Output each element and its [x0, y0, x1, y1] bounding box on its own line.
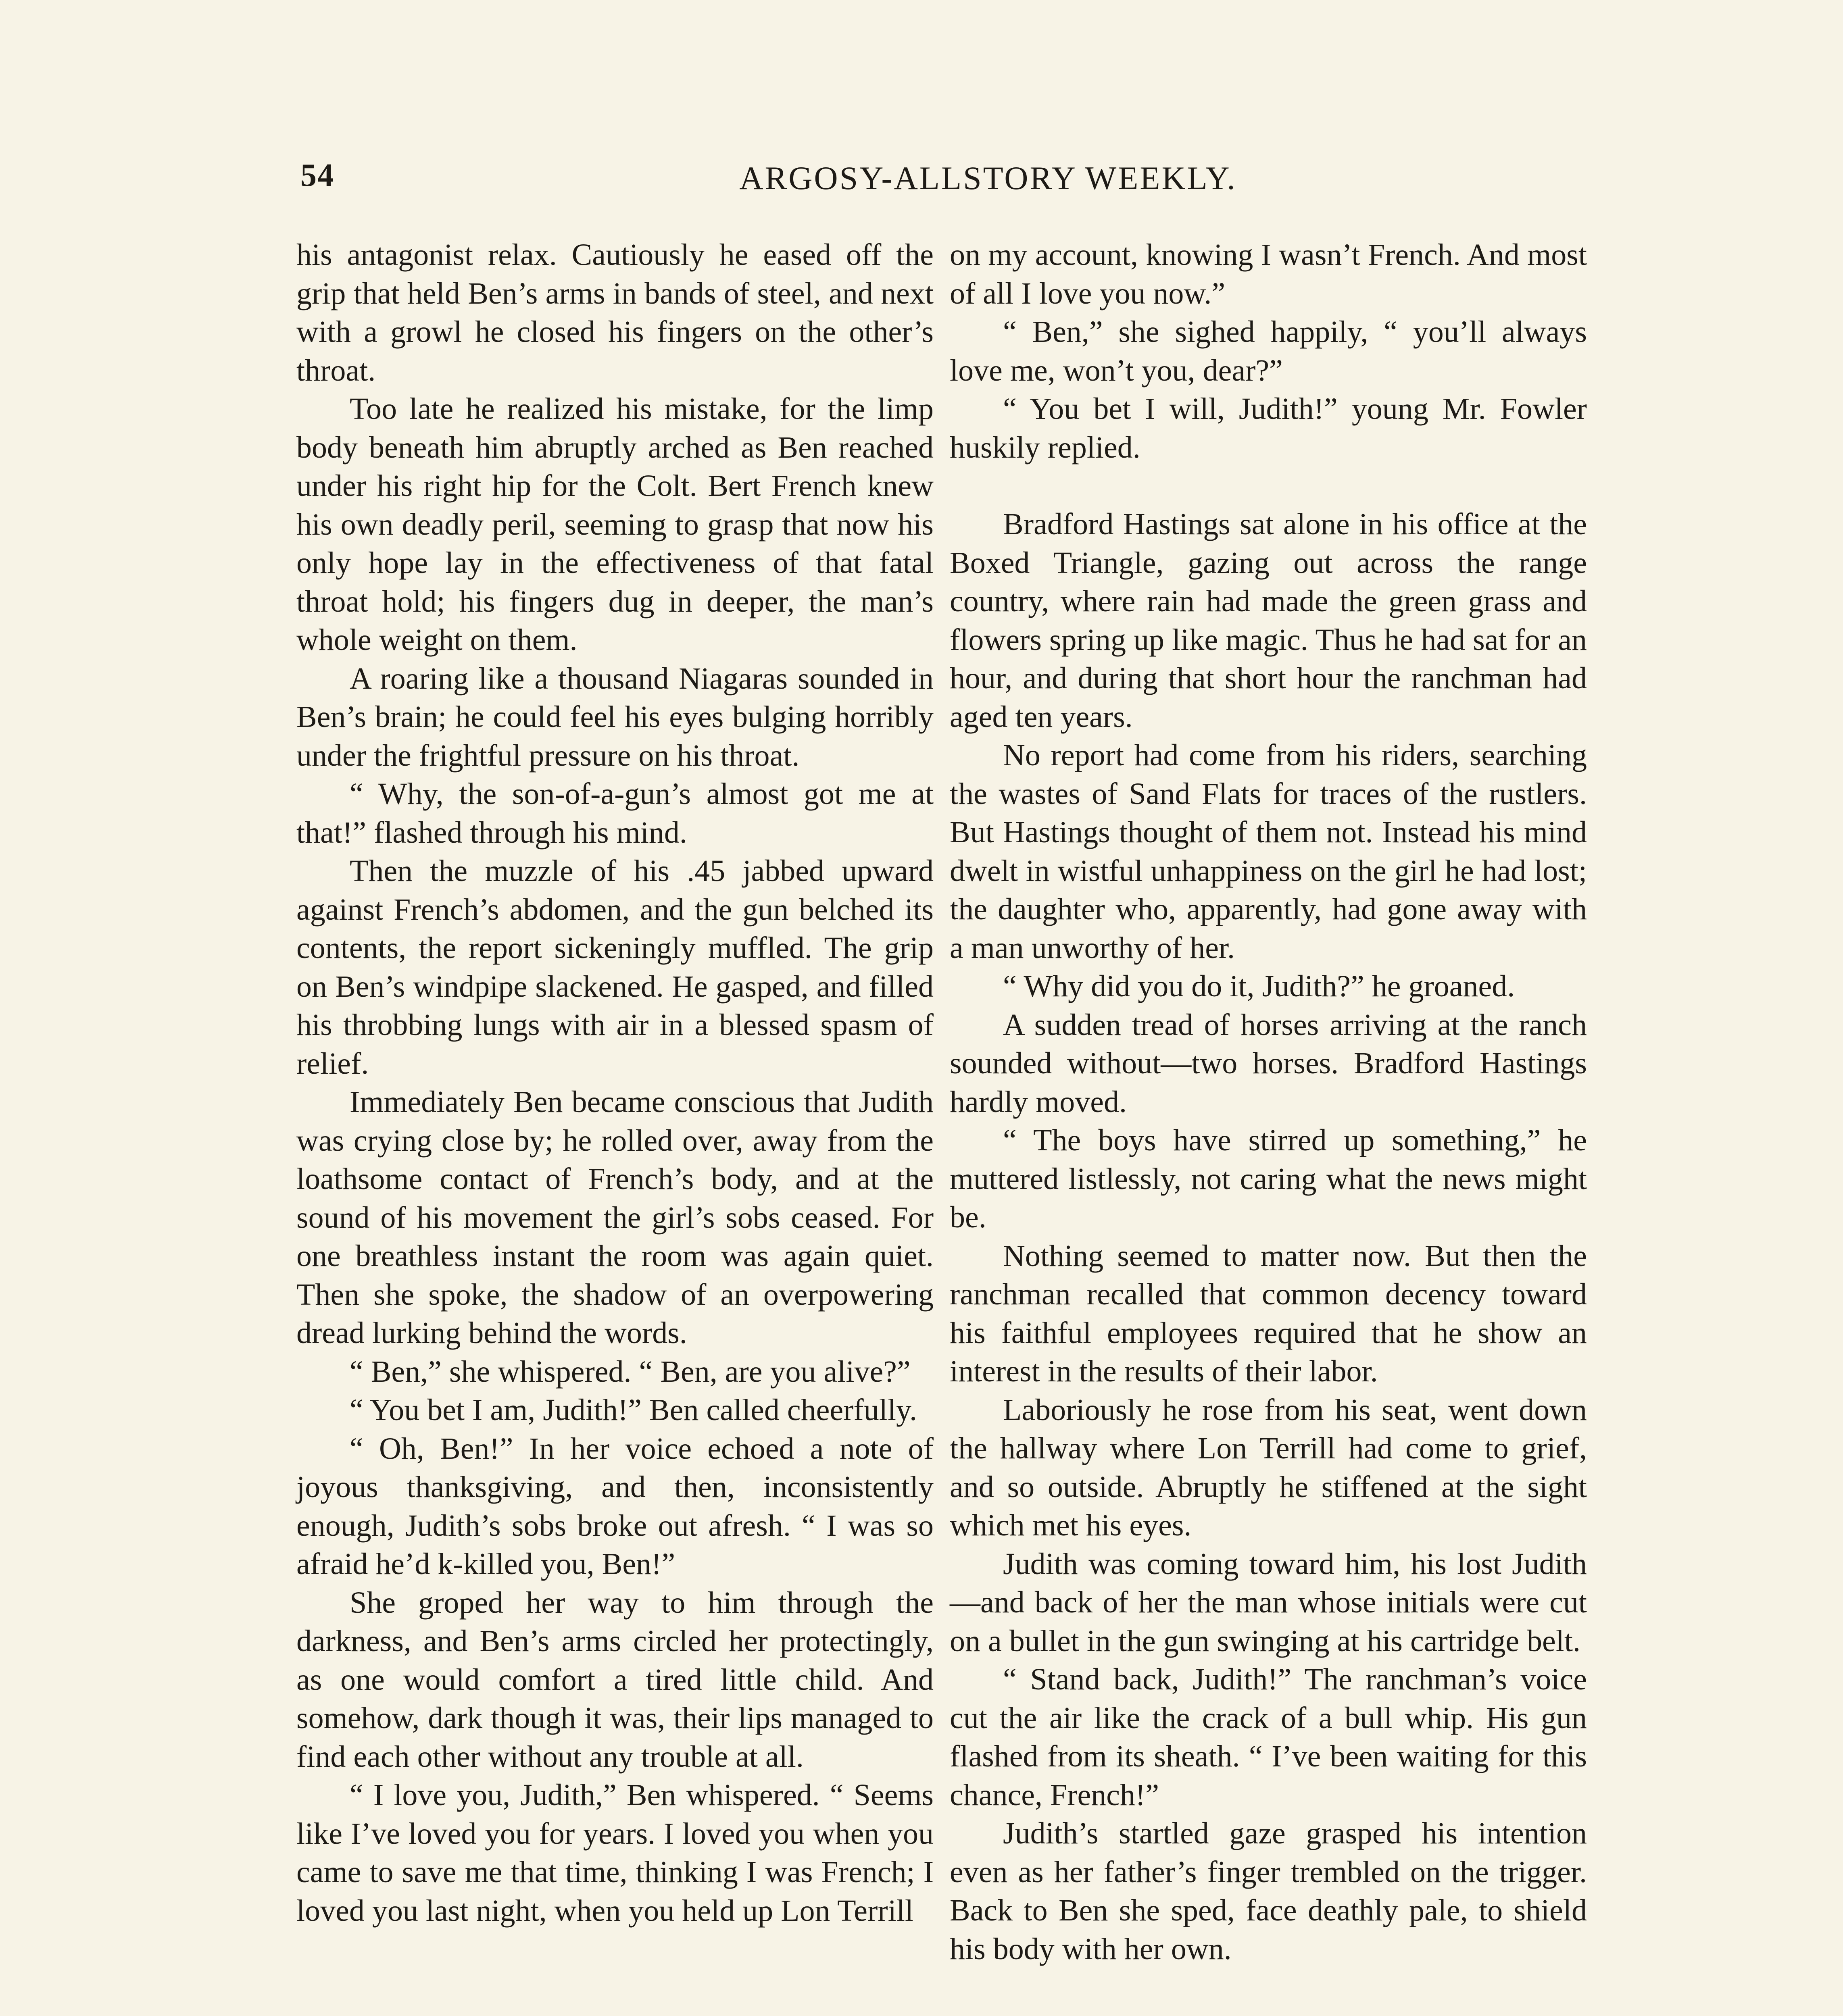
left-column	[296, 236, 934, 1930]
paragraph: Too late he realized his mistake, for the limp body beneath him abruptly arched as Ben reached under his right hip for the Colt. Bert French knew his own deadly peril, seeming to grasp that now his only hope lay in the effectiveness of that fatal throat hold; his fingers dug in deeper, the man’s whole weight on them.	[296, 392, 934, 657]
paragraph: Then the muzzle of his .45 jabbed upward against French’s abdomen, and the gun belched its contents, the report sickeningly muffled. The grip on Ben’s windpipe slackened. He gasped, and filled his throbbing lungs with air in a blessed spasm of relief.	[296, 854, 934, 1081]
running-head: ARGOSY-ALLSTORY WEEKLY.	[739, 160, 1237, 196]
paragraph: “ You bet I am, Judith!” Ben called cheerfully.	[350, 1393, 917, 1427]
paragraph: Judith was coming toward him, his lost Judith—and back of her the man whose initials were cut on a bullet in the gun swinging at his cartridge belt.	[950, 1547, 1587, 1658]
paragraph: “ Ben,” she sighed happily, “ you’ll always love me, won’t you, dear?”	[950, 315, 1587, 387]
paragraph: “ Why, the son-of-a-gun’s almost got me at that!” flashed through his mind.	[296, 777, 934, 850]
paragraph: No report had come from his riders, searching the wastes of Sand Flats for traces of the rustlers. But Hastings thought of them not. Instead his mind dwelt in wistful unhappiness on the girl he had lost; the daughter who, apparently, had gone away with a man unworthy of her.	[950, 738, 1587, 965]
paragraph: A sudden tread of horses arriving at the ranch sounded without—two horses. Bradford Hastings hardly moved.	[950, 1008, 1587, 1119]
paragraph: Bradford Hastings sat alone in his office at the Boxed Triangle, gazing out across the range country, where rain had made the green grass and flowers spring up like magic. Thus he had sat for an hour, and during that short hour the ranchman had aged ten years.	[950, 507, 1587, 734]
paragraph: on my account, knowing I wasn’t French. And most of all I love you now.”	[950, 238, 1587, 310]
paragraph: “ Why did you do it, Judith?” he groaned.	[1003, 969, 1515, 1003]
paragraph: “ The boys have stirred up something,” he muttered listlessly, not caring what the news might be.	[950, 1123, 1587, 1234]
paragraph: his antagonist relax. Cautiously he eased off the grip that held Ben’s arms in bands of steel, and next with a growl he closed his fingers on the other’s throat.	[296, 238, 934, 387]
paragraph: Nothing seemed to matter now. But then the ranchman recalled that common decency toward his faithful employees required that he show an interest in the results of their labor.	[950, 1239, 1587, 1388]
paragraph: A roaring like a thousand Niagaras sounded in Ben’s brain; he could feel his eyes bulging horribly under the frightful pressure on his throat.	[296, 661, 934, 773]
paragraph: She groped her way to him through the darkness, and Ben’s arms circled her protectingly, as one would comfort a tired little child. And somehow, dark though it was, their lips managed to find each other without any trouble at all.	[296, 1585, 934, 1774]
paragraph: “ I love you, Judith,” Ben whispered. “ Seems like I’ve loved you for years. I loved you when you came to save me that time, thinking I was French; I loved you last night, when you held up Lon Terrill	[296, 1778, 934, 1928]
paragraph: “ Oh, Ben!” In her voice echoed a note of joyous thanksgiving, and then, inconsistently enough, Judith’s sobs broke out afresh. “ I was so afraid he’d k-killed you, Ben!”	[296, 1431, 934, 1581]
right-column	[950, 236, 1587, 1968]
paragraph: “ Stand back, Judith!” The ranchman’s voice cut the air like the crack of a bull whip. His gun flashed from its sheath. “ I’ve been waiting for this chance, French!”	[950, 1662, 1587, 1812]
paragraph: Immediately Ben became conscious that Judith was crying close by; he rolled over, away from the loathsome contact of French’s body, and at the sound of his movement the girl’s sobs ceased. For one breathless instant the room was again quiet. Then she spoke, the shadow of an overpowering dread lurking behind the words.	[296, 1085, 934, 1350]
paragraph: “ Ben,” she whispered. “ Ben, are you alive?”	[350, 1354, 911, 1389]
paragraph: Judith’s startled gaze grasped his intention even as her father’s finger trembled on the trigger. Back to Ben she sped, face deathly pale, to shield his body with her own.	[950, 1816, 1587, 1966]
page-number: 54	[300, 158, 334, 193]
paragraph: Laboriously he rose from his seat, went down the hallway where Lon Terrill had come to grief, and so outside. Abruptly he stiffened at the sight which met his eyes.	[950, 1393, 1587, 1542]
page-header	[0, 0, 1843, 242]
paragraph: “ You bet I will, Judith!” young Mr. Fowler huskily replied.	[950, 392, 1587, 464]
